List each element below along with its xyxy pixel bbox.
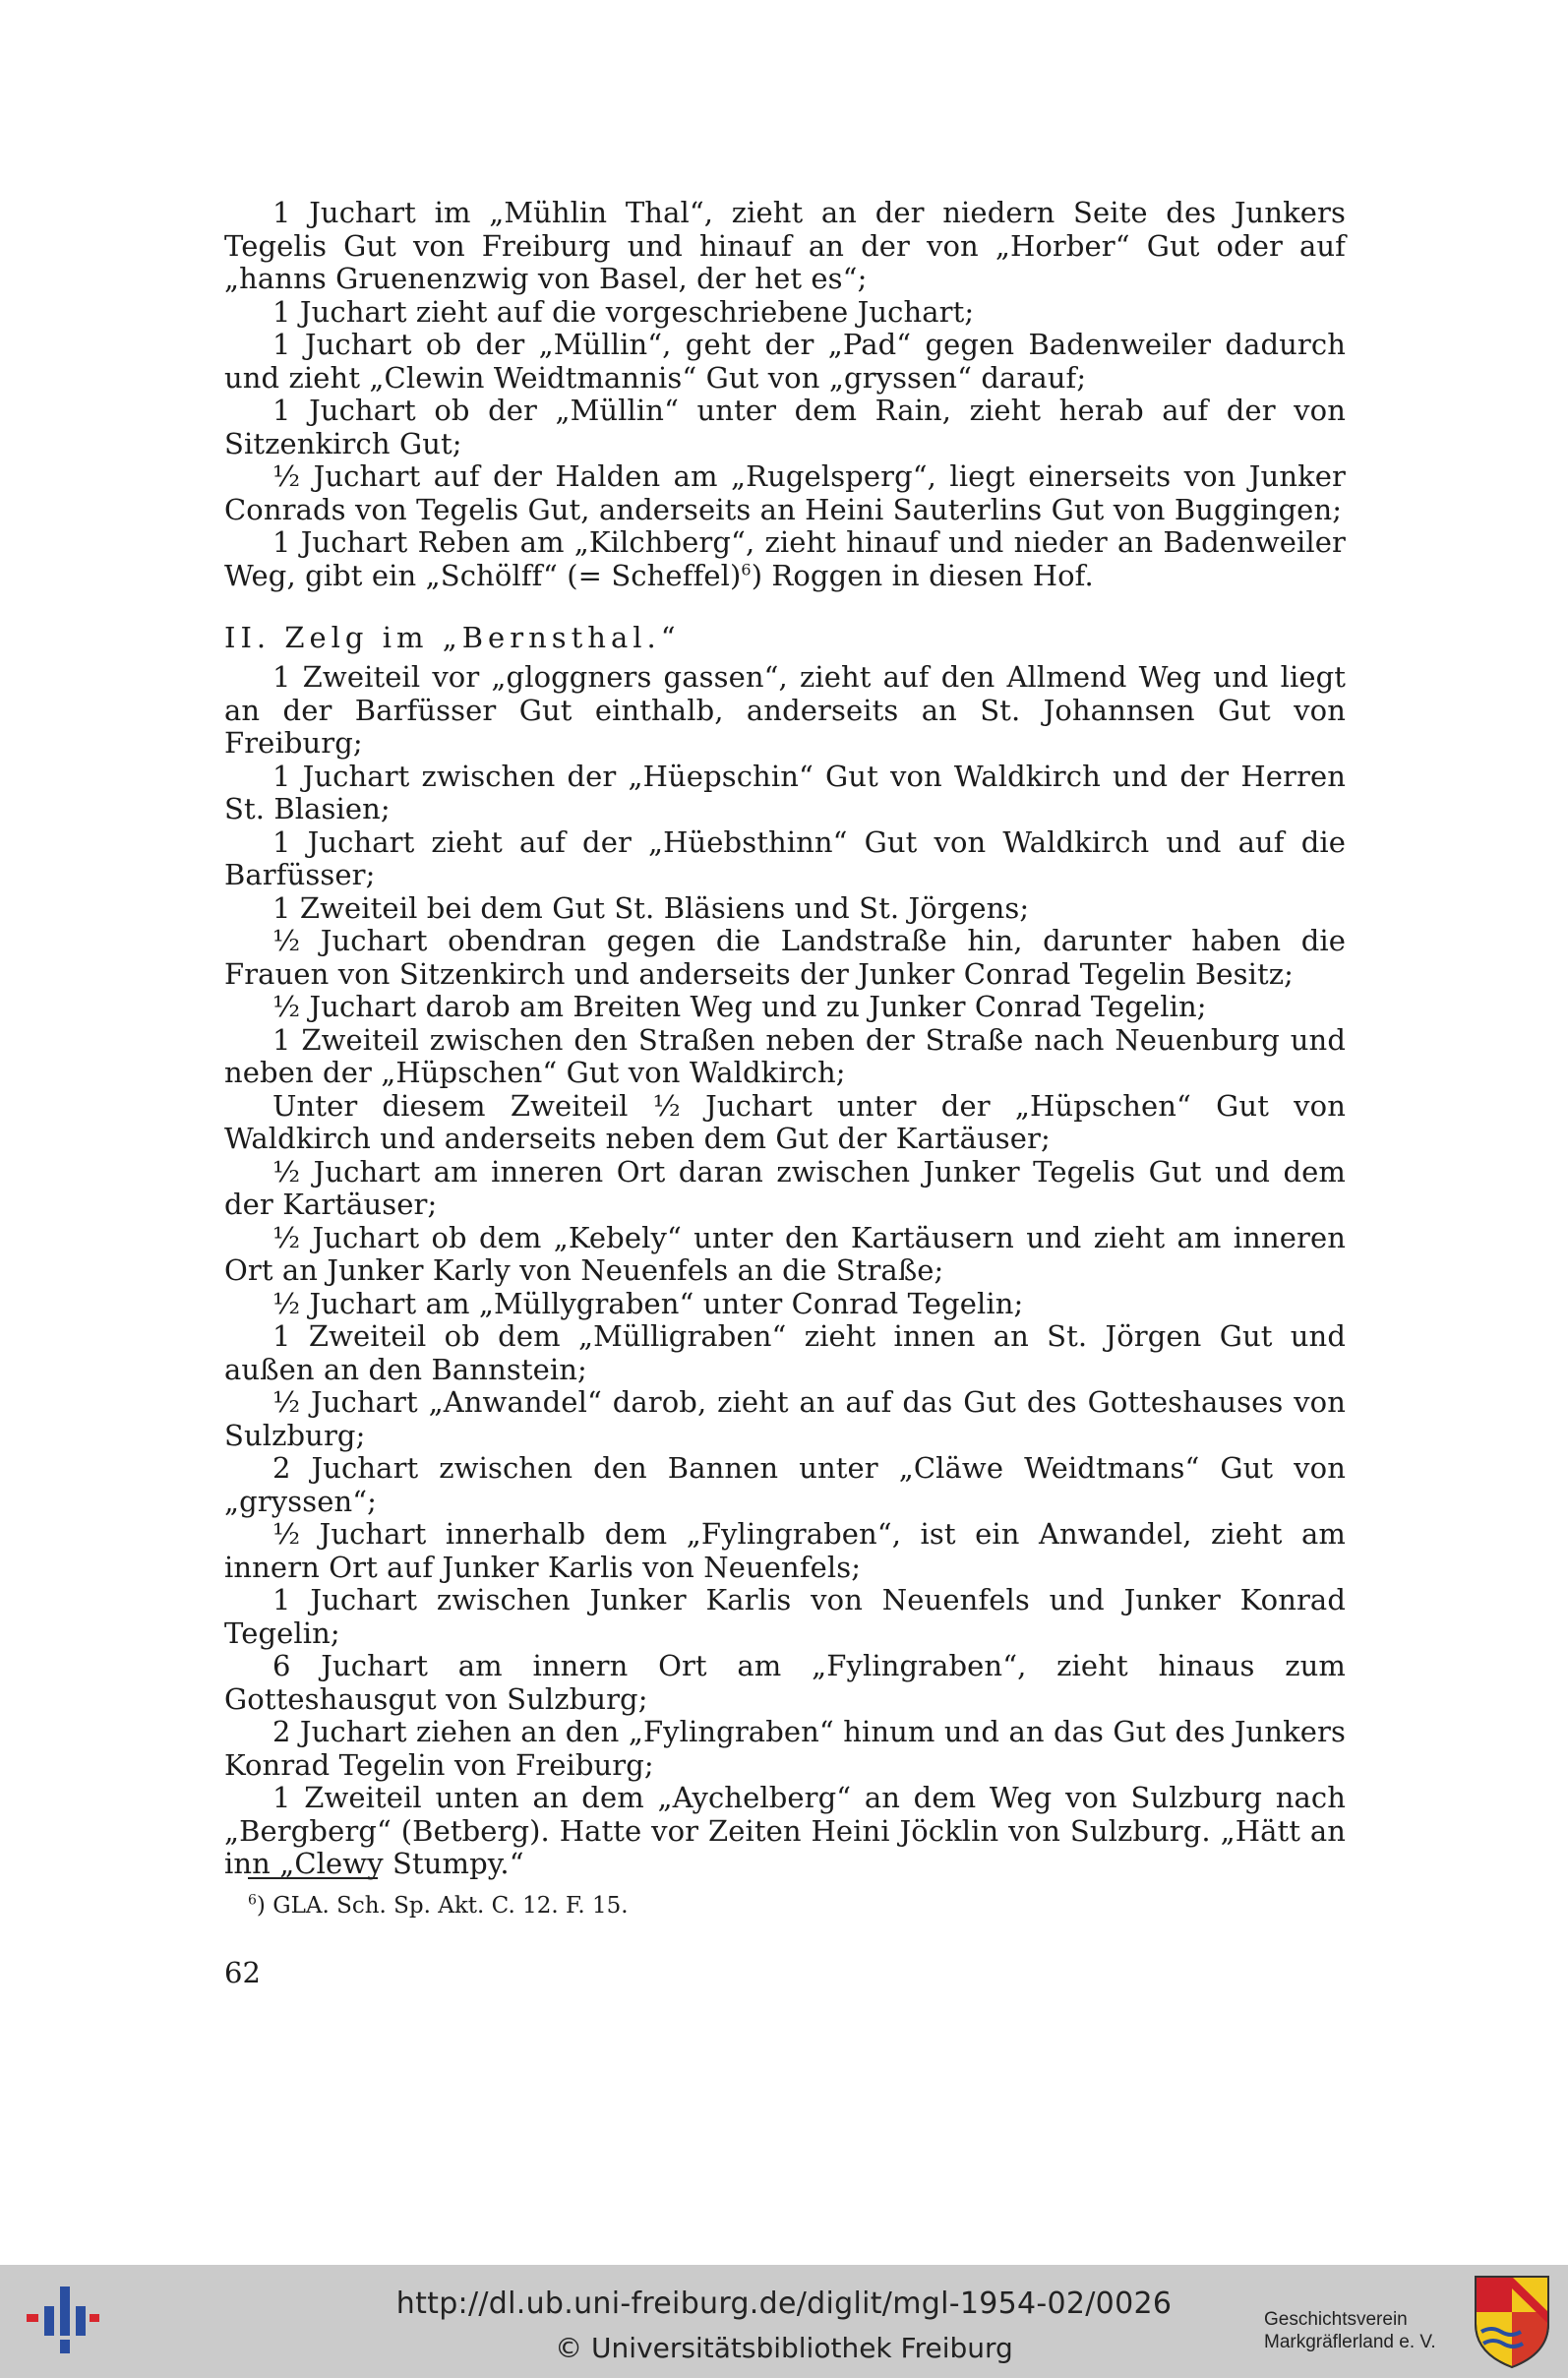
- paragraph: [224, 526, 1346, 592]
- paragraph: ½ Juchart darob am Breiten Weg und zu Junker Conrad Tegelin;: [272, 990, 1207, 1023]
- paragraph: 1 Zweiteil unten an dem „Aychelberg“ an dem Weg von Sulzburg nach „Bergberg“ (Betberg). Hatte vor Zeiten Heini Jöcklin von Sulzburg. „Hätt an inn „Clewy Stumpy.“: [224, 1781, 1346, 1880]
- paragraph: Unter diesem Zweiteil ½ Juchart unter der „Hüpschen“ Gut von Waldkirch und anderseits neben dem Gut der Kartäuser;: [224, 1088, 1346, 1155]
- footer-bar: [0, 2265, 1568, 2378]
- footnote-marker: 6: [248, 1892, 257, 1909]
- footnote-reference: 6: [741, 559, 752, 579]
- paragraph: 6 Juchart am innern Ort am „Fylingraben“, zieht hinaus zum Gotteshausgut von Sulzburg;: [224, 1649, 1346, 1716]
- paragraph: ½ Juchart am inneren Ort daran zwischen Junker Tegelis Gut und dem der Kartäuser;: [224, 1154, 1346, 1221]
- paragraph: ½ Juchart ob dem „Kebely“ unter den Kartäusern und zieht am inneren Ort an Junker Karly von Neuenfels an die Straße;: [224, 1220, 1346, 1287]
- paragraph: 1 Zweiteil bei dem Gut St. Bläsiens und St. Jörgens;: [272, 890, 1030, 925]
- section-1-text: [224, 197, 1346, 592]
- paragraph: 1 Zweiteil vor „gloggners gassen“, zieht auf den Allmend Weg und liegt an der Barfüsser Gut einthalb, anderseits an St. Johannsen Gut von Freiburg;: [224, 660, 1346, 760]
- page-number: 62: [224, 1956, 261, 1989]
- society-line: Markgräflerland e. V.: [1264, 2332, 1436, 2352]
- paragraph: 1 Juchart ob der „Müllin“ unter dem Rain, zieht herab auf der von Sitzenkirch Gut;: [224, 394, 1346, 460]
- society-line: Geschichtsverein: [1264, 2309, 1408, 2330]
- footnote-text: ) GLA. Sch. Sp. Akt. C. 12. F. 15.: [256, 1893, 629, 1919]
- paragraph: 1 Juchart zieht auf der „Hüebsthinn“ Gut von Waldkirch und auf die Barfüsser;: [224, 824, 1346, 891]
- paragraph: 1 Juchart zwischen Junker Karlis von Neuenfels und Junker Konrad Tegelin;: [224, 1583, 1346, 1650]
- paragraph: 1 Juchart zwischen der „Hüepschin“ Gut von Waldkirch und der Herren St. Blasien;: [224, 759, 1346, 825]
- paragraph: 1 Juchart ob der „Müllin“, geht der „Pad“ gegen Badenweiler dadurch und zieht „Clewin Weidtmannis“ Gut von „gryssen“ darauf;: [224, 328, 1346, 395]
- section-2-text: [224, 661, 1346, 1881]
- paragraph: 2 Juchart ziehen an den „Fylingraben“ hinum und an das Gut des Junkers Konrad Tegelin von Freiburg;: [224, 1715, 1346, 1782]
- copyright-notice: © Universitätsbibliothek Freiburg: [555, 2332, 1013, 2364]
- society-name: [1264, 2308, 1461, 2353]
- paragraph: 2 Juchart zwischen den Bannen unter „Cläwe Weidtmans“ Gut von „gryssen“;: [224, 1451, 1346, 1518]
- paragraph: ½ Juchart „Anwandel“ darob, zieht an auf das Gut des Gotteshauses von Sulzburg;: [224, 1385, 1346, 1452]
- paragraph: 1 Juchart zieht auf die vorgeschriebene Juchart;: [272, 294, 975, 329]
- paragraph-text: 1 Juchart Reben am „Kilchberg“, zieht hinauf und nieder an Badenweiler Weg, gibt ein „Schölff“ (= Scheffel): [224, 525, 1346, 592]
- paragraph: ½ Juchart obendran gegen die Landstraße hin, darunter haben die Frauen von Sitzenkirch und anderseits der Junker Conrad Tegelin Besitz;: [224, 924, 1346, 991]
- paragraph: 1 Juchart im „Mühlin Thal“, zieht an der niedern Seite des Junkers Tegelis Gut von Freiburg und hinauf an der von „Horber“ Gut oder auf „hanns Gruenenzwig von Basel, der het es“;: [224, 196, 1346, 295]
- paragraph: ½ Juchart innerhalb dem „Fylingraben“, ist ein Anwandel, zieht am innern Ort auf Junker Karlis von Neuenfels;: [224, 1517, 1346, 1584]
- coat-of-arms-icon: [1472, 2273, 1552, 2371]
- paragraph: ½ Juchart am „Müllygraben“ unter Conrad Tegelin;: [272, 1286, 1024, 1320]
- paragraph-text: ) Roggen in diesen Hof.: [751, 558, 1094, 592]
- paragraph: 1 Zweiteil ob dem „Mülligraben“ zieht innen an St. Jörgen Gut und außen an den Bannstein;: [224, 1319, 1346, 1386]
- footnote: [248, 1891, 629, 1921]
- permalink-url[interactable]: http://dl.ub.uni-freiburg.de/diglit/mgl-1954-02/0026: [395, 2287, 1173, 2321]
- paragraph: 1 Zweiteil zwischen den Straßen neben der Straße nach Neuenburg und neben der „Hüpschen“ Gut von Waldkirch;: [224, 1022, 1346, 1089]
- footnote-divider: [248, 1877, 378, 1879]
- section-heading: II. Zelg im „Bernsthal.“: [224, 621, 681, 654]
- paragraph: ½ Juchart auf der Halden am „Rugelsperg“, liegt einerseits von Junker Conrads von Tegelis Gut, anderseits an Heini Sauterlins Gut von Buggingen;: [224, 459, 1346, 526]
